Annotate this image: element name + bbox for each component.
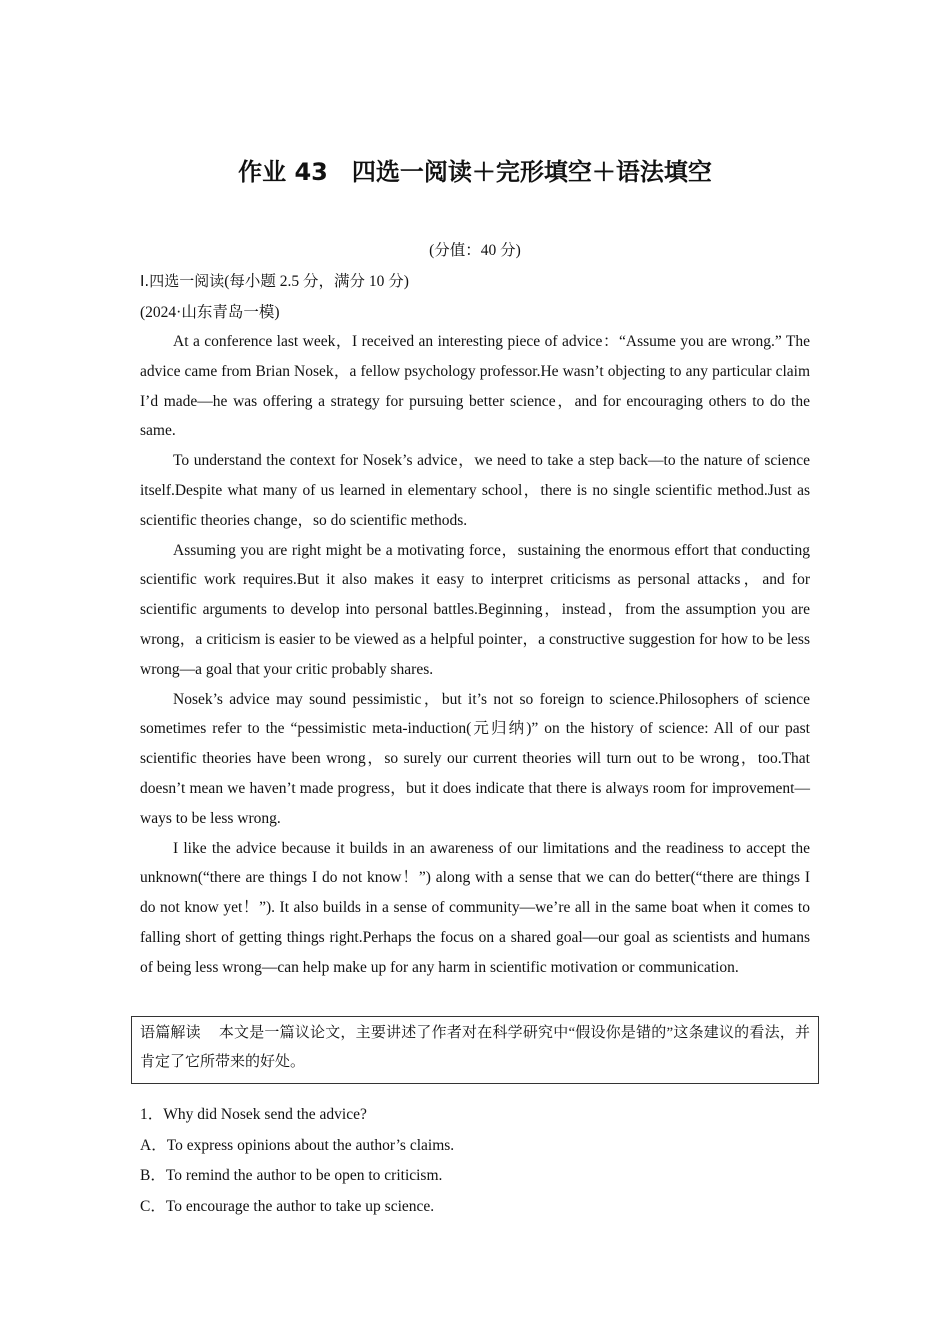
passage-analysis-box (131, 1016, 819, 1084)
passage-paragraph-4: Nosek’s advice may sound pessimistic，but it’s not so foreign to science.Philosophers of science sometimes refer to the “pessimistic meta-induction(元归纳)” on the history of science: All of our past scientific theories have been wrong，so surely our current theories will turn out to be wrong，too.That doesn’t mean we haven’t made progress，but it does indicate that there is always room for improvement—ways to be less wrong. (140, 690, 810, 827)
passage-analysis-text: 本文是一篇议论文，主要讲述了作者对在科学研究中“假设你是错的”这条建议的看法，并肯定了它所带来的好处。 (140, 1025, 810, 1070)
passage-paragraph-2: To understand the context for Nosek’s advice，we need to take a step back—to the nature of science itself.Despite what many of us learned in elementary school，there is no single scientific method.Just as scientific theories change，so do scientific methods. (140, 452, 810, 529)
reading-passage (140, 327, 810, 983)
option-c: C．To encourage the author to take up science. (140, 1197, 435, 1215)
passage-paragraph-1: At a conference last week，I received an interesting piece of advice：“Assume you are wrong.” The advice came from Brian Nosek，a fellow psychology professor.He wasn’t objecting to any particular claim I’d made—he was offering a strategy for pursuing better science，and for encouraging others to do the same. (140, 333, 810, 440)
question-1 (140, 1100, 810, 1222)
passage-paragraph-3: Assuming you are right might be a motivating force，sustaining the enormous effort that conducting scientific work requires.But it also makes it easy to interpret criticisms as personal attacks，and for scientific arguments to develop into personal battles.Beginning，instead，from the assumption you are wrong，a criticism is easier to be viewed as a helpful pointer，a constructive suggestion for how to be less wrong—a goal that your critic probably shares. (140, 541, 810, 678)
option-b: B．To remind the author to be open to criticism. (140, 1167, 443, 1184)
section-heading-note: (每小题 2.5 分，满分 10 分) (224, 273, 409, 290)
question-stem: 1．Why did Nosek send the advice? (140, 1106, 367, 1123)
passage-analysis-label: 语篇解读 (140, 1023, 201, 1041)
option-a: A．To express opinions about the author’s claims. (140, 1136, 455, 1154)
section-heading (140, 269, 409, 291)
passage-source: (2024·山东青岛一模) (140, 304, 280, 321)
score-note: (分值：40 分) (429, 242, 521, 259)
page-title: 作业 43 四选一阅读＋完形填空＋语法填空 (238, 158, 712, 186)
passage-paragraph-5: I like the advice because it builds in an awareness of our limitations and the readiness to accept the unknown(“there are things I do not know！”) along with a sense that we can do better(“there are things I do not know yet！”). It also builds in a sense of community—we’re all in the same boat when it comes to falling short of getting things right.Perhaps the focus on a shared goal—our goal as scientists and humans of being less wrong—can help make up for any harm in scientific motivation or communication. (140, 839, 810, 976)
section-heading-label: Ⅰ.四选一阅读 (140, 272, 225, 290)
